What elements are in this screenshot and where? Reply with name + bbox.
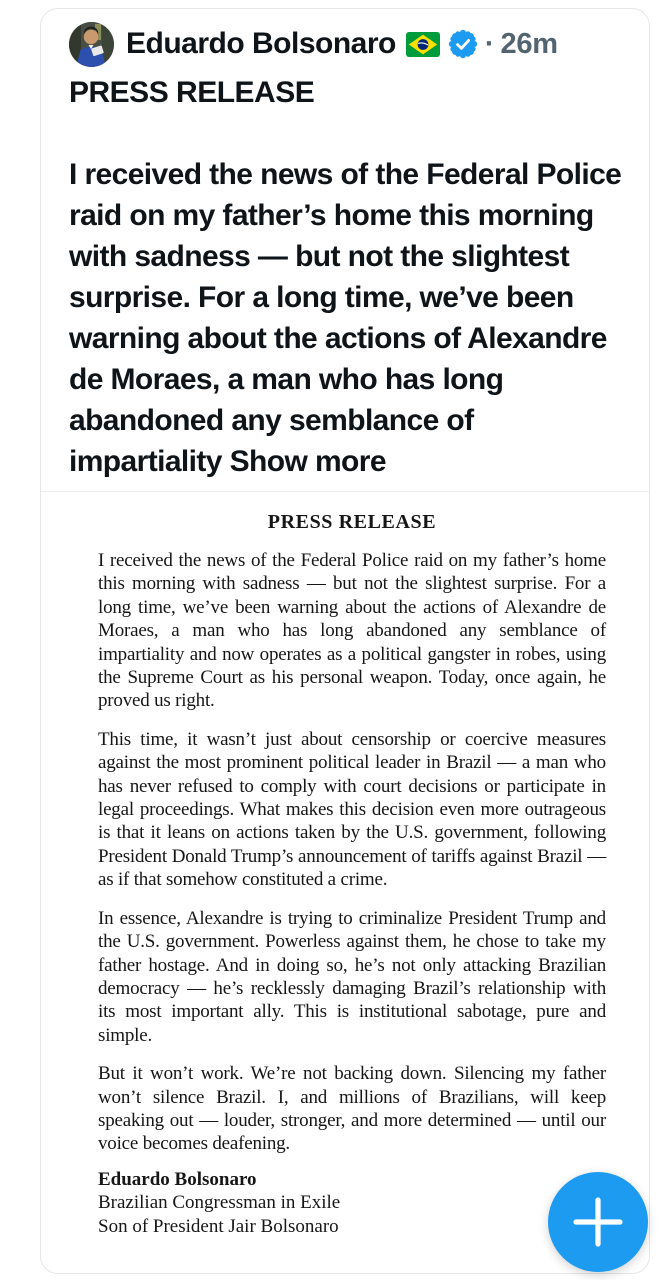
- author-name[interactable]: Eduardo Bolsonaro: [126, 27, 396, 60]
- compose-button[interactable]: [548, 1172, 648, 1272]
- document-paragraph: In essence, Alexandre is trying to criminalize President Trump and the U.S. government. Powerless against them, he chose to take my father hostage. And in doing so, he’s not only attacking Brazilian democracy — he’s recklessly damaging Brazil’s relationship with its most important ally. This is institutional sabotage, pure and simple.: [98, 907, 606, 1046]
- signature-name: Eduardo Bolsonaro: [98, 1168, 257, 1190]
- signature-role: Brazilian Congressman in Exile: [98, 1192, 341, 1214]
- document-paragraph: This time, it wasn’t just about censorship or coercive measures against the most prominent political leader in Brazil — a man who has never refused to comply with court decisions or participate in legal proceedings. What makes this decision even more outrageous is that it leans on actions taken by the U.S. government, following President Donald Trump’s announcement of tariffs against Brazil — as if that somehow constituted a crime.: [98, 728, 606, 891]
- tweet-body-text: [69, 154, 623, 482]
- tweet: [41, 9, 649, 482]
- brazil-flag-icon: [406, 32, 440, 57]
- tweet-header: [69, 21, 623, 67]
- show-more-link[interactable]: Show more: [229, 445, 386, 478]
- document-paragraph: I received the news of the Federal Police raid on my father’s home this morning with sadness — but not the slightest surprise. For a long time, we’ve been warning about the actions of Alexandre de Moraes, a man who has long abandoned any semblance of impartiality and now operates as a political gangster in robes, using the Supreme Court as his personal weapon. Today, once again, he proved us right.: [98, 550, 606, 712]
- press-release-image[interactable]: [41, 491, 649, 1252]
- tweet-body-main: I received the news of the Federal Police raid on my father’s home this morning with sadness — but not the slightest surprise. For a long time, we’ve been warning about the actions of Alexandre de Moraes, a man who has long abandoned any semblance of impartiality: [69, 158, 622, 478]
- author-row: [126, 27, 558, 61]
- document-paragraph: But it won’t work. We’re not backing down. Silencing my father won’t silence Brazil. I, and millions of Brazilians, will keep speaking out — louder, stronger, and more determined — until our voice becomes deafening.: [98, 1063, 606, 1155]
- tweet-headline: PRESS RELEASE: [69, 76, 315, 109]
- document-signature: [98, 1168, 606, 1238]
- timestamp: 26m: [500, 27, 558, 60]
- document-title: PRESS RELEASE: [267, 511, 437, 533]
- verified-badge-icon: [448, 29, 478, 59]
- avatar[interactable]: [69, 22, 114, 67]
- plus-icon: [573, 1197, 623, 1247]
- signature-relation: Son of President Jair Bolsonaro: [98, 1215, 339, 1237]
- tweet-card: [40, 8, 650, 1274]
- timestamp-separator: ·: [484, 27, 495, 60]
